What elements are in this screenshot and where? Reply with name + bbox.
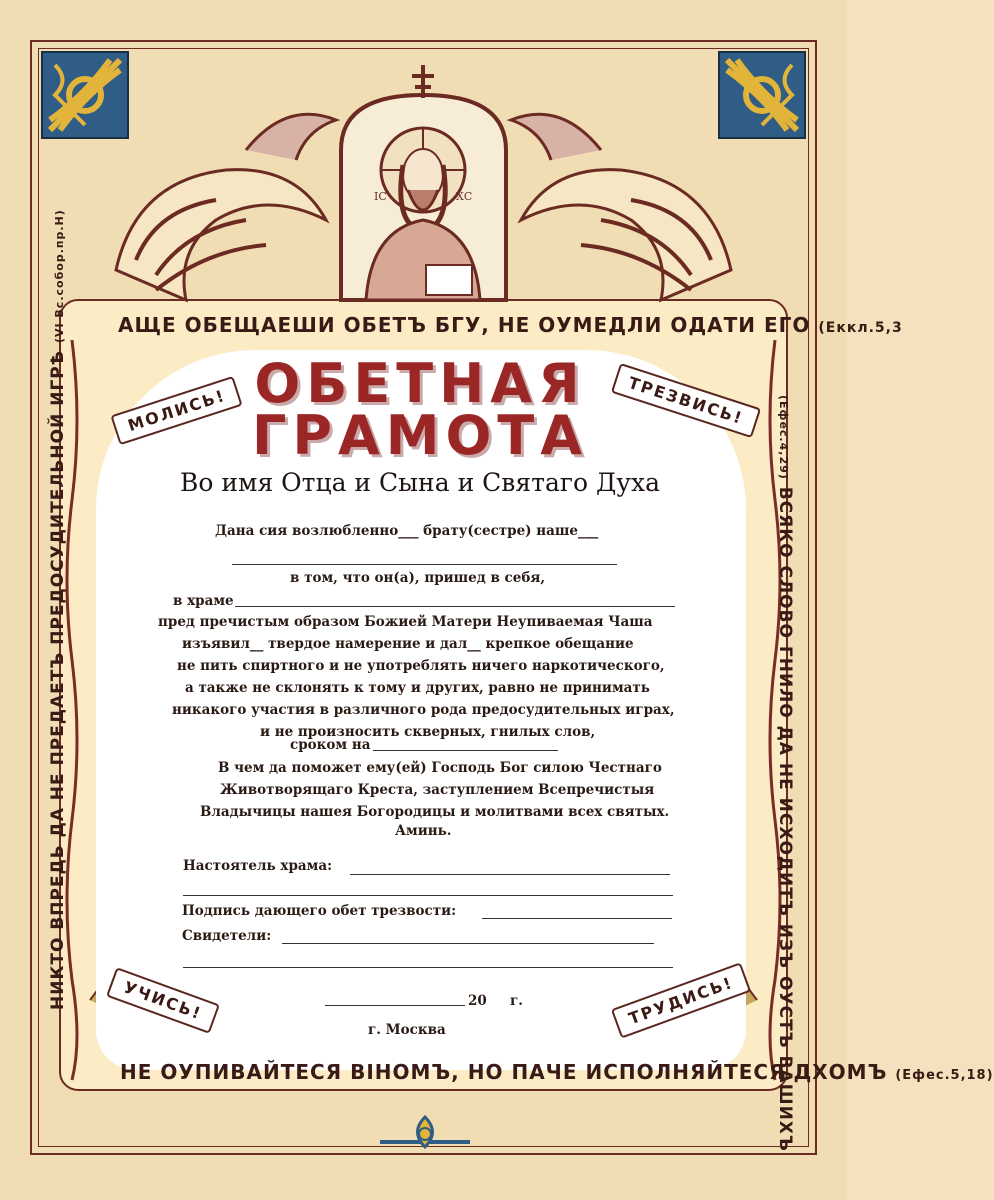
no-games-line: никакого участия в различного рода предосудительных играх, (172, 702, 675, 718)
blessing-line-3: Владычицы нашея Богородицы и молитвами всех святых. (200, 804, 670, 820)
term-label: сроком на (290, 737, 371, 753)
that-line: в том, что он(а), пришед в себя, (290, 570, 546, 586)
temple-rule (235, 606, 675, 607)
top-motto-ref: (Еккл.5,3 (818, 320, 903, 336)
witnesses-rule-2 (183, 967, 673, 968)
right-motto-text: ВСЯКО СЛОВО ГНИЛО ДА НЕ ИСХОДИТЪ ИЗЪ ОУСТЪ ВАШИХЪ (775, 486, 795, 1152)
left-motto-text: НИКТО ВПРЕДЬ ДА НЕ ПРЕДАЕТЪ ПРЕДОСУДИТЕЛЬНОЙ ИГРѢ (48, 349, 68, 1010)
top-motto-text: АЩЕ ОБЕЩАЕШИ ОБЕТЪ БГУ, НЕ ОУМЕДЛИ ОДАТИ ЕГО (118, 313, 811, 337)
top-motto (118, 313, 903, 337)
title-line-2: ГРАМОТА (251, 404, 589, 467)
witnesses-label: Свидетели: (182, 928, 272, 944)
left-motto (48, 209, 68, 1010)
year-label: 20 (468, 993, 487, 1009)
rector-rule-2 (183, 895, 673, 896)
blessing-line-1: В чем да поможет ему(ей) Господь Бог силою Честнаго (218, 760, 662, 776)
bottom-knot-icon (380, 1112, 470, 1152)
title-line-1: ОБЕТНАЯ (254, 352, 586, 415)
subtitle: Во имя Отца и Сына и Святаго Духа (179, 468, 661, 497)
signer-label: Подпись дающего обет трезвости: (182, 903, 457, 919)
before-line: пред пречистым образом Божией Матери Неупиваемая Чаша (158, 614, 653, 630)
term-rule (373, 750, 558, 751)
crest-ornament (96, 60, 751, 310)
no-words-line: и не произносить скверных, гнилых слов, (260, 724, 596, 740)
temple-label: в храме (173, 593, 234, 609)
date-rule (325, 1005, 465, 1006)
right-motto (775, 395, 795, 1152)
given-to-line: Дана сия возлюбленно___ брату(сестре) наше___ (215, 523, 599, 539)
scroll-work: ТРУДИСЬ! (611, 962, 751, 1038)
no-lean-line: а также не склонять к тому и других, равно не принимать (185, 680, 650, 696)
scroll-pray: МОЛИСЬ! (110, 376, 243, 445)
right-motto-ref: (Ефес.4,29) (777, 395, 790, 480)
left-motto-ref: (VI Вс.собор.пр.Н) (53, 209, 66, 344)
blessing-line-2: Животворящаго Креста, заступлением Всепречистыя (220, 782, 655, 798)
icon-letters-right: ХС (456, 190, 473, 203)
bottom-motto-ref: (Ефес.5,18) (895, 1068, 994, 1083)
year-suffix: г. (510, 993, 523, 1009)
city-label: г. Москва (368, 1022, 446, 1038)
scroll-learn: УЧИСЬ! (106, 967, 220, 1034)
signer-rule (482, 918, 672, 919)
no-drink-line: не пить спиртного и не употреблять ничего наркотического, (177, 658, 665, 674)
amen-line: Аминь. (395, 823, 452, 839)
scroll-sober: ТРЕЗВИСЬ! (611, 363, 761, 438)
rector-rule (350, 874, 670, 875)
bottom-motto (120, 1060, 994, 1084)
rector-label: Настоятель храма: (183, 858, 333, 874)
witnesses-rule (282, 943, 654, 944)
icon-letters-left: ІС (374, 190, 387, 203)
expressed-line: изъявил__ твердое намерение и дал__ крепкое обещание (182, 636, 634, 652)
name-rule (232, 564, 617, 565)
bottom-motto-text: НЕ ОУПИВАЙТЕСЯ ВІНОМЪ, НО ПАЧЕ ИСПОЛНЯЙТЕСЯ ДХОМЪ (120, 1060, 888, 1084)
